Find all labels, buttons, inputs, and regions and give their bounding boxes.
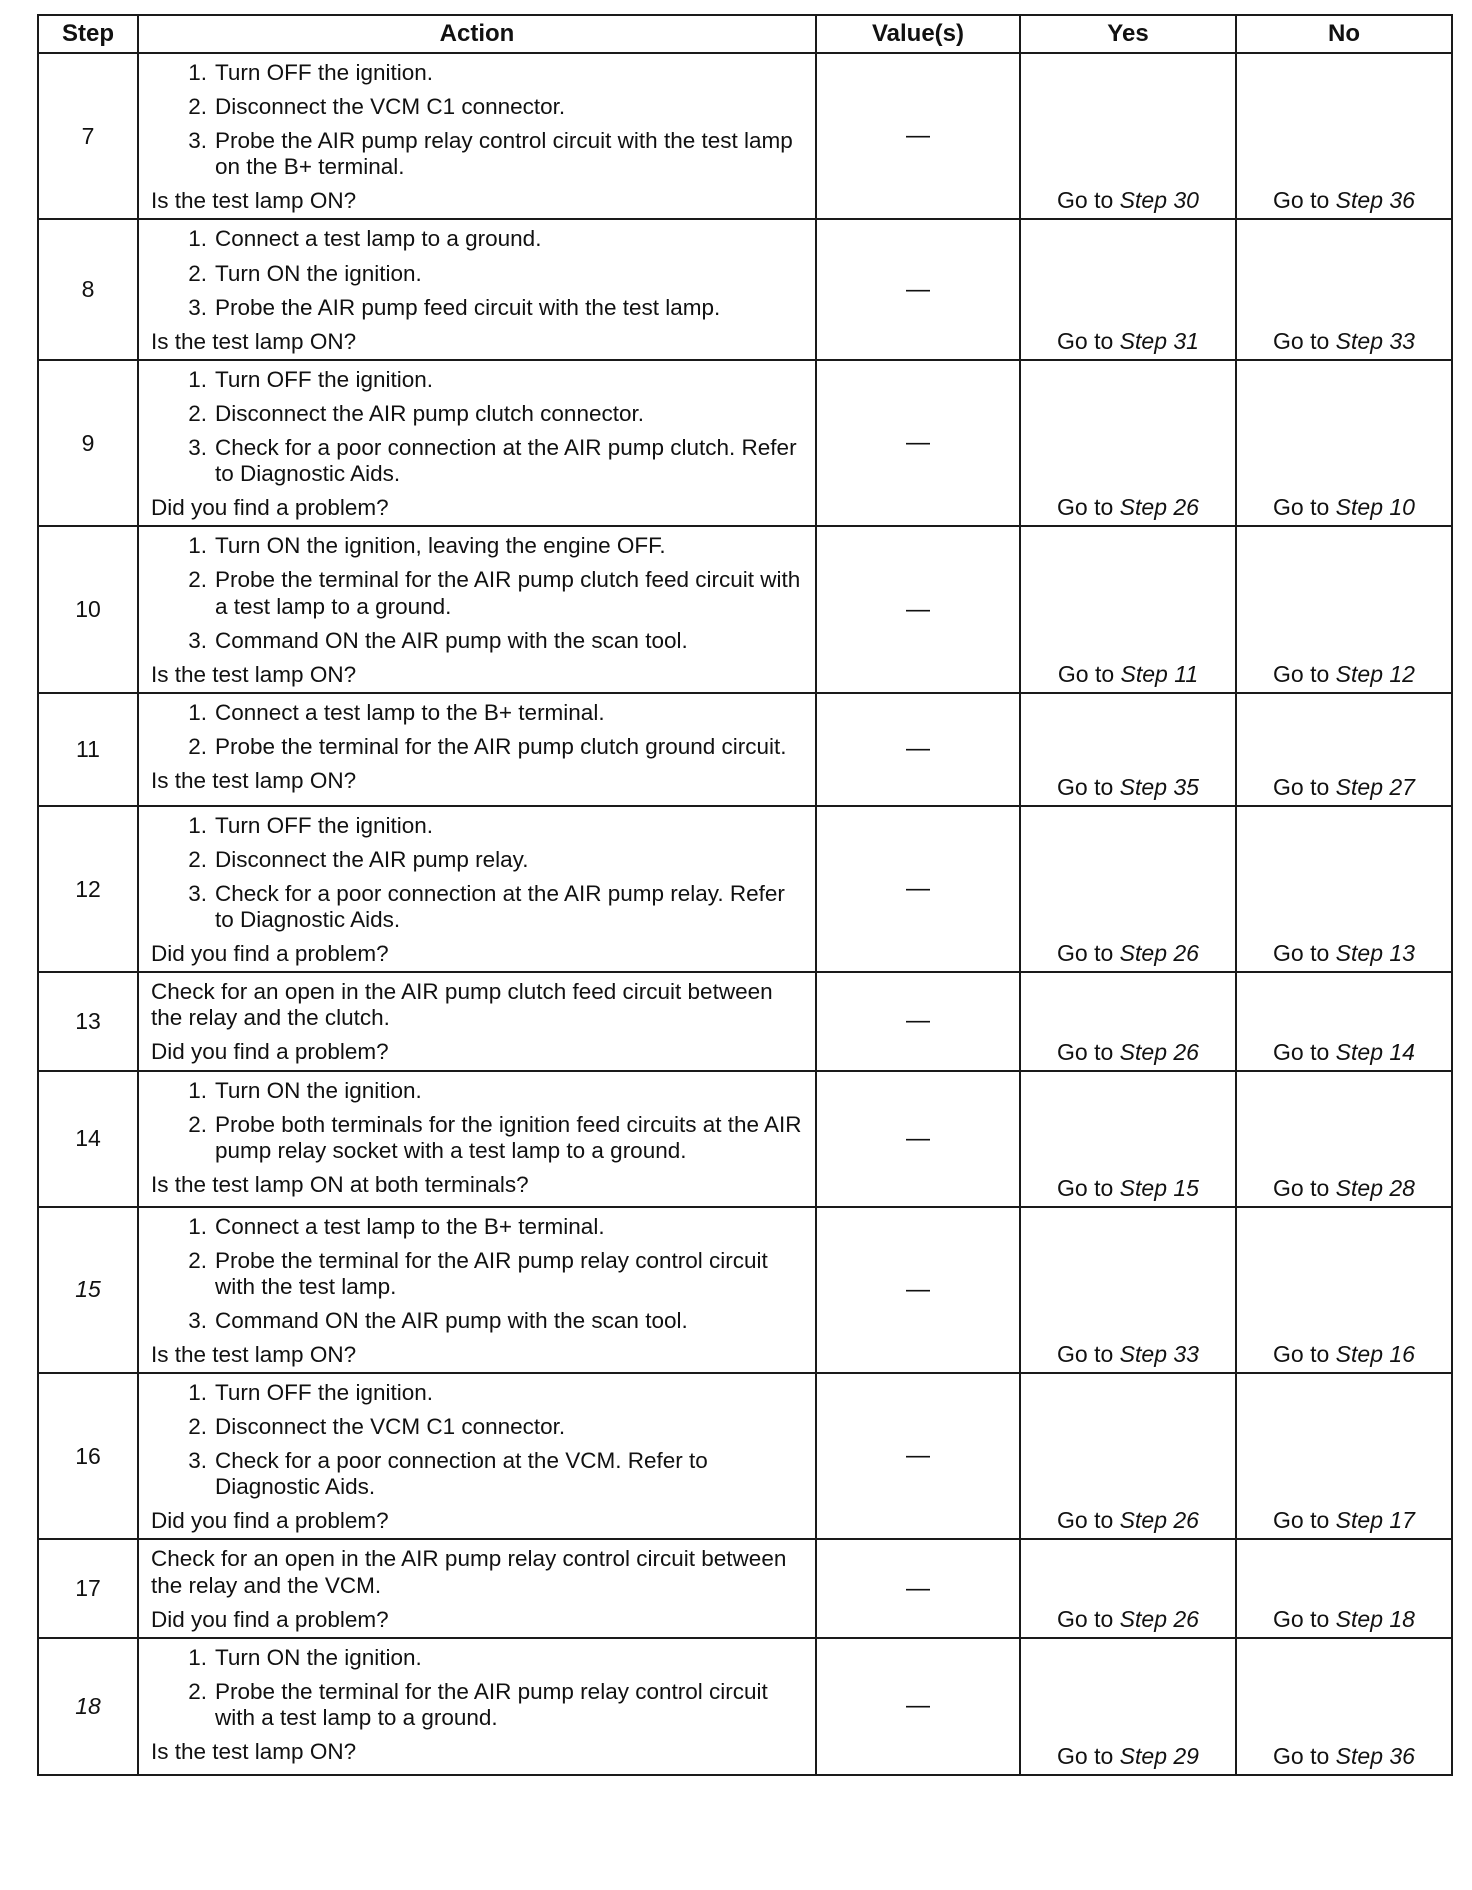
action-item-text: Turn ON the ignition.	[215, 260, 422, 286]
action-item-number: 3.	[188, 294, 207, 320]
action-item-number: 1.	[188, 226, 207, 252]
action-list	[151, 813, 807, 933]
action-text: Check for an open in the AIR pump clutch feed circuit between the relay and the clutch.	[151, 979, 773, 1031]
action-item-text: Turn ON the ignition.	[215, 1644, 422, 1670]
action-item	[151, 435, 807, 487]
go-to-label: Go to	[1057, 1507, 1114, 1534]
table-row	[38, 53, 1452, 219]
go-to-label: Go to	[1273, 494, 1330, 521]
action-cell	[138, 1207, 816, 1373]
no-step-link[interactable]: Step 18	[1335, 1605, 1415, 1632]
action-item-text: Connect a test lamp to a ground.	[215, 226, 542, 252]
action-item-text: Check for a poor connection at the AIR pump clutch. Refer to Diagnostic Aids.	[215, 435, 797, 487]
yes-step-link[interactable]: Step 30	[1119, 187, 1199, 214]
yes-cell	[1020, 360, 1236, 526]
no-cell	[1236, 53, 1452, 219]
yes-step-link[interactable]: Step 26	[1119, 1507, 1199, 1534]
table-row	[38, 526, 1452, 692]
step-number: 15	[38, 1207, 138, 1373]
no-step-link[interactable]: Step 13	[1335, 940, 1415, 967]
action-item-text: Turn ON the ignition.	[215, 1077, 422, 1103]
table-row	[38, 1071, 1452, 1207]
go-to-label: Go to	[1057, 494, 1114, 521]
action-item	[151, 1248, 807, 1300]
step-number: 18	[38, 1638, 138, 1775]
go-to-label: Go to	[1057, 1605, 1114, 1632]
go-to-label: Go to	[1057, 1038, 1114, 1065]
action-item	[151, 1308, 807, 1334]
action-item-number: 2.	[188, 567, 207, 593]
yes-cell	[1020, 526, 1236, 692]
yes-step-link[interactable]: Step 29	[1119, 1742, 1199, 1769]
action-list	[151, 60, 807, 180]
value-cell: —	[816, 53, 1020, 219]
action-text: Check for an open in the AIR pump relay control circuit between the relay and the VCM.	[151, 1546, 787, 1598]
go-to-label: Go to	[1057, 660, 1115, 687]
table-row	[38, 972, 1452, 1070]
action-item-text: Turn OFF the ignition.	[215, 1380, 434, 1405]
no-step-link[interactable]: Step 10	[1335, 494, 1415, 521]
no-cell	[1236, 1071, 1452, 1207]
table-row	[38, 1539, 1452, 1637]
value-cell: —	[816, 1373, 1020, 1539]
action-question: Did you find a problem?	[151, 941, 389, 967]
action-item-number: 1.	[188, 366, 207, 392]
no-step-link[interactable]: Step 33	[1335, 327, 1415, 354]
action-cell	[138, 1638, 816, 1775]
action-item-text: Disconnect the AIR pump relay.	[215, 846, 529, 872]
value-cell: —	[816, 1207, 1020, 1373]
action-cell	[138, 806, 816, 972]
no-step-link[interactable]: Step 27	[1335, 773, 1415, 800]
action-cell	[138, 693, 816, 806]
no-cell	[1236, 1373, 1452, 1539]
go-to-label: Go to	[1057, 1742, 1114, 1769]
step-number: 12	[38, 806, 138, 972]
action-item-number: 2.	[188, 400, 207, 426]
action-question: Is the test lamp ON at both terminals?	[151, 1171, 529, 1197]
go-to-label: Go to	[1273, 1742, 1330, 1769]
yes-cell	[1020, 1071, 1236, 1207]
action-list	[151, 1078, 807, 1164]
go-to-label: Go to	[1057, 327, 1114, 354]
action-item	[151, 1679, 807, 1731]
action-item	[151, 128, 807, 180]
no-step-link[interactable]: Step 14	[1335, 1038, 1415, 1065]
step-number: 8	[38, 219, 138, 359]
action-list	[151, 700, 807, 760]
table-row	[38, 806, 1452, 972]
action-question: Is the test lamp ON?	[151, 328, 357, 354]
action-question: Is the test lamp ON?	[151, 661, 357, 687]
yes-step-link[interactable]: Step 26	[1119, 1605, 1199, 1632]
action-item-number: 1.	[188, 1077, 207, 1103]
action-item-text: Turn OFF the ignition.	[215, 366, 434, 392]
action-item-number: 2.	[188, 846, 207, 872]
header-action: Action	[138, 15, 816, 53]
action-question: Did you find a problem?	[151, 1508, 389, 1534]
yes-cell	[1020, 1207, 1236, 1373]
action-cell	[138, 1539, 816, 1637]
action-question: Did you find a problem?	[151, 1606, 389, 1632]
action-item	[151, 734, 807, 760]
action-item	[151, 401, 807, 427]
go-to-label: Go to	[1273, 1605, 1330, 1632]
yes-cell	[1020, 1539, 1236, 1637]
step-number: 13	[38, 972, 138, 1070]
action-item-text: Command ON the AIR pump with the scan tool.	[215, 1307, 688, 1333]
diagnostic-table-page	[37, 14, 1451, 1776]
no-step-link[interactable]: Step 36	[1335, 1742, 1415, 1769]
action-list	[151, 1645, 807, 1731]
no-cell	[1236, 693, 1452, 806]
action-item-text: Probe the AIR pump feed circuit with the test lamp.	[215, 294, 721, 320]
go-to-label: Go to	[1273, 660, 1330, 687]
yes-step-link[interactable]: Step 26	[1119, 940, 1199, 967]
action-item-text: Probe the terminal for the AIR pump relay control circuit with a test lamp to a ground.	[215, 1678, 768, 1730]
action-item-number: 1.	[188, 60, 207, 85]
value-cell: —	[816, 1539, 1020, 1637]
go-to-label: Go to	[1057, 1174, 1114, 1201]
go-to-label: Go to	[1273, 940, 1330, 967]
action-question: Is the test lamp ON?	[151, 188, 357, 214]
table-row	[38, 360, 1452, 526]
action-item-number: 1.	[188, 1213, 207, 1239]
action-item	[151, 1112, 807, 1164]
action-item	[151, 1380, 807, 1406]
action-item-number: 2.	[188, 733, 207, 759]
action-question: Is the test lamp ON?	[151, 1341, 357, 1367]
action-item-text: Disconnect the VCM C1 connector.	[215, 94, 566, 120]
action-item-text: Turn OFF the ignition.	[215, 60, 434, 85]
yes-step-link[interactable]: Step 15	[1119, 1174, 1199, 1201]
action-item-number: 1.	[188, 1380, 207, 1405]
action-item-number: 2.	[188, 1111, 207, 1137]
no-cell	[1236, 1207, 1452, 1373]
header-step: Step	[38, 15, 138, 53]
table-body	[38, 53, 1452, 1775]
action-item	[151, 1645, 807, 1671]
yes-step-link[interactable]: Step 31	[1119, 327, 1199, 354]
yes-cell	[1020, 806, 1236, 972]
go-to-label: Go to	[1273, 1038, 1330, 1065]
action-item-text: Connect a test lamp to the B+ terminal.	[215, 699, 605, 725]
no-step-link[interactable]: Step 17	[1335, 1507, 1415, 1534]
no-step-link[interactable]: Step 36	[1335, 187, 1415, 214]
step-number: 16	[38, 1373, 138, 1539]
action-item-text: Command ON the AIR pump with the scan tool.	[215, 627, 688, 653]
action-cell	[138, 360, 816, 526]
action-item-text: Connect a test lamp to the B+ terminal.	[215, 1213, 605, 1239]
action-question: Is the test lamp ON?	[151, 1739, 357, 1765]
action-list	[151, 1214, 807, 1334]
yes-step-link[interactable]: Step 26	[1119, 494, 1199, 521]
action-item-text: Disconnect the VCM C1 connector.	[215, 1414, 566, 1440]
header-values: Value(s)	[816, 15, 1020, 53]
no-cell	[1236, 1539, 1452, 1637]
action-item-text: Probe both terminals for the ignition feed circuits at the AIR pump relay socket with a test lamp to a ground.	[215, 1111, 802, 1163]
go-to-label: Go to	[1273, 773, 1330, 800]
action-item-number: 2.	[188, 94, 207, 120]
action-item	[151, 1448, 807, 1500]
action-item	[151, 226, 807, 252]
action-cell	[138, 53, 816, 219]
action-item-number: 3.	[188, 1448, 207, 1474]
value-cell: —	[816, 1071, 1020, 1207]
table-row	[38, 1638, 1452, 1775]
action-item-text: Turn OFF the ignition.	[215, 812, 434, 838]
no-cell	[1236, 1638, 1452, 1775]
action-item-number: 1.	[188, 812, 207, 838]
yes-cell	[1020, 972, 1236, 1070]
step-number: 11	[38, 693, 138, 806]
go-to-label: Go to	[1057, 940, 1114, 967]
action-item	[151, 94, 807, 120]
no-cell	[1236, 219, 1452, 359]
value-cell: —	[816, 1638, 1020, 1775]
action-item-number: 2.	[188, 260, 207, 286]
yes-cell	[1020, 53, 1236, 219]
no-step-link[interactable]: Step 28	[1335, 1174, 1415, 1201]
yes-cell	[1020, 219, 1236, 359]
yes-cell	[1020, 1373, 1236, 1539]
go-to-label: Go to	[1057, 187, 1114, 214]
value-cell: —	[816, 806, 1020, 972]
yes-cell	[1020, 1638, 1236, 1775]
table-row	[38, 1207, 1452, 1373]
table-row	[38, 693, 1452, 806]
action-item-text: Probe the AIR pump relay control circuit with the test lamp on the B+ terminal.	[215, 128, 793, 180]
action-item-text: Turn ON the ignition, leaving the engine OFF.	[215, 533, 666, 559]
step-number: 10	[38, 526, 138, 692]
action-item-text: Probe the terminal for the AIR pump clutch ground circuit.	[215, 733, 787, 759]
action-cell	[138, 526, 816, 692]
action-item-number: 3.	[188, 627, 207, 653]
action-item-number: 3.	[188, 435, 207, 461]
table-row	[38, 1373, 1452, 1539]
action-item	[151, 813, 807, 839]
action-item	[151, 1214, 807, 1240]
value-cell: —	[816, 693, 1020, 806]
action-cell	[138, 219, 816, 359]
yes-step-link[interactable]: Step 26	[1119, 1038, 1199, 1065]
step-number: 9	[38, 360, 138, 526]
action-list	[151, 367, 807, 487]
action-item-number: 1.	[188, 699, 207, 725]
action-item-number: 2.	[188, 1414, 207, 1440]
go-to-label: Go to	[1273, 1507, 1330, 1534]
go-to-label: Go to	[1273, 1341, 1330, 1367]
go-to-label: Go to	[1273, 187, 1330, 214]
action-item-number: 3.	[188, 880, 207, 906]
action-item-text: Check for a poor connection at the AIR pump relay. Refer to Diagnostic Aids.	[215, 880, 785, 933]
action-item-number: 2.	[188, 1247, 207, 1273]
action-item	[151, 367, 807, 393]
action-item	[151, 881, 807, 933]
header-no: No	[1236, 15, 1452, 53]
go-to-label: Go to	[1057, 1341, 1114, 1367]
action-item	[151, 295, 807, 321]
action-cell	[138, 972, 816, 1070]
action-list	[151, 1380, 807, 1500]
action-item	[151, 60, 807, 86]
action-item	[151, 700, 807, 726]
action-item	[151, 1078, 807, 1104]
action-item	[151, 1414, 807, 1440]
diagnostic-table	[37, 14, 1453, 1776]
no-cell	[1236, 806, 1452, 972]
no-step-link[interactable]: Step 12	[1335, 660, 1415, 687]
yes-step-link[interactable]: Step 35	[1119, 773, 1199, 800]
header-yes: Yes	[1020, 15, 1236, 53]
step-number: 14	[38, 1071, 138, 1207]
action-cell	[138, 1071, 816, 1207]
action-item-number: 1.	[188, 533, 207, 559]
no-step-link[interactable]: Step 16	[1335, 1341, 1415, 1367]
go-to-label: Go to	[1273, 327, 1330, 354]
action-item-text: Check for a poor connection at the VCM. Refer to Diagnostic Aids.	[215, 1448, 708, 1500]
action-cell	[138, 1373, 816, 1539]
action-item	[151, 261, 807, 287]
action-item-text: Probe the terminal for the AIR pump clutch feed circuit with a test lamp to a ground.	[215, 567, 801, 619]
yes-step-link[interactable]: Step 33	[1119, 1341, 1199, 1367]
go-to-label: Go to	[1273, 1174, 1330, 1201]
action-item	[151, 533, 807, 559]
go-to-label: Go to	[1057, 773, 1114, 800]
action-item-number: 2.	[188, 1678, 207, 1704]
action-item	[151, 567, 807, 619]
action-list	[151, 226, 807, 320]
table-row	[38, 219, 1452, 359]
action-item-number: 3.	[188, 128, 207, 154]
action-item-text: Disconnect the AIR pump clutch connector.	[215, 400, 644, 426]
yes-step-link[interactable]: Step 11	[1120, 660, 1199, 687]
action-list	[151, 533, 807, 653]
step-number: 7	[38, 53, 138, 219]
action-item	[151, 847, 807, 873]
action-item-number: 3.	[188, 1307, 207, 1333]
action-question: Did you find a problem?	[151, 1039, 389, 1065]
value-cell: —	[816, 972, 1020, 1070]
value-cell: —	[816, 360, 1020, 526]
action-item-text: Probe the terminal for the AIR pump relay control circuit with the test lamp.	[215, 1247, 768, 1299]
action-item-number: 1.	[188, 1644, 207, 1670]
action-item	[151, 628, 807, 654]
value-cell: —	[816, 526, 1020, 692]
no-cell	[1236, 360, 1452, 526]
value-cell: —	[816, 219, 1020, 359]
action-question: Did you find a problem?	[151, 495, 389, 521]
yes-cell	[1020, 693, 1236, 806]
no-cell	[1236, 526, 1452, 692]
no-cell	[1236, 972, 1452, 1070]
step-number: 17	[38, 1539, 138, 1637]
header-row	[38, 15, 1452, 53]
action-question: Is the test lamp ON?	[151, 767, 357, 793]
